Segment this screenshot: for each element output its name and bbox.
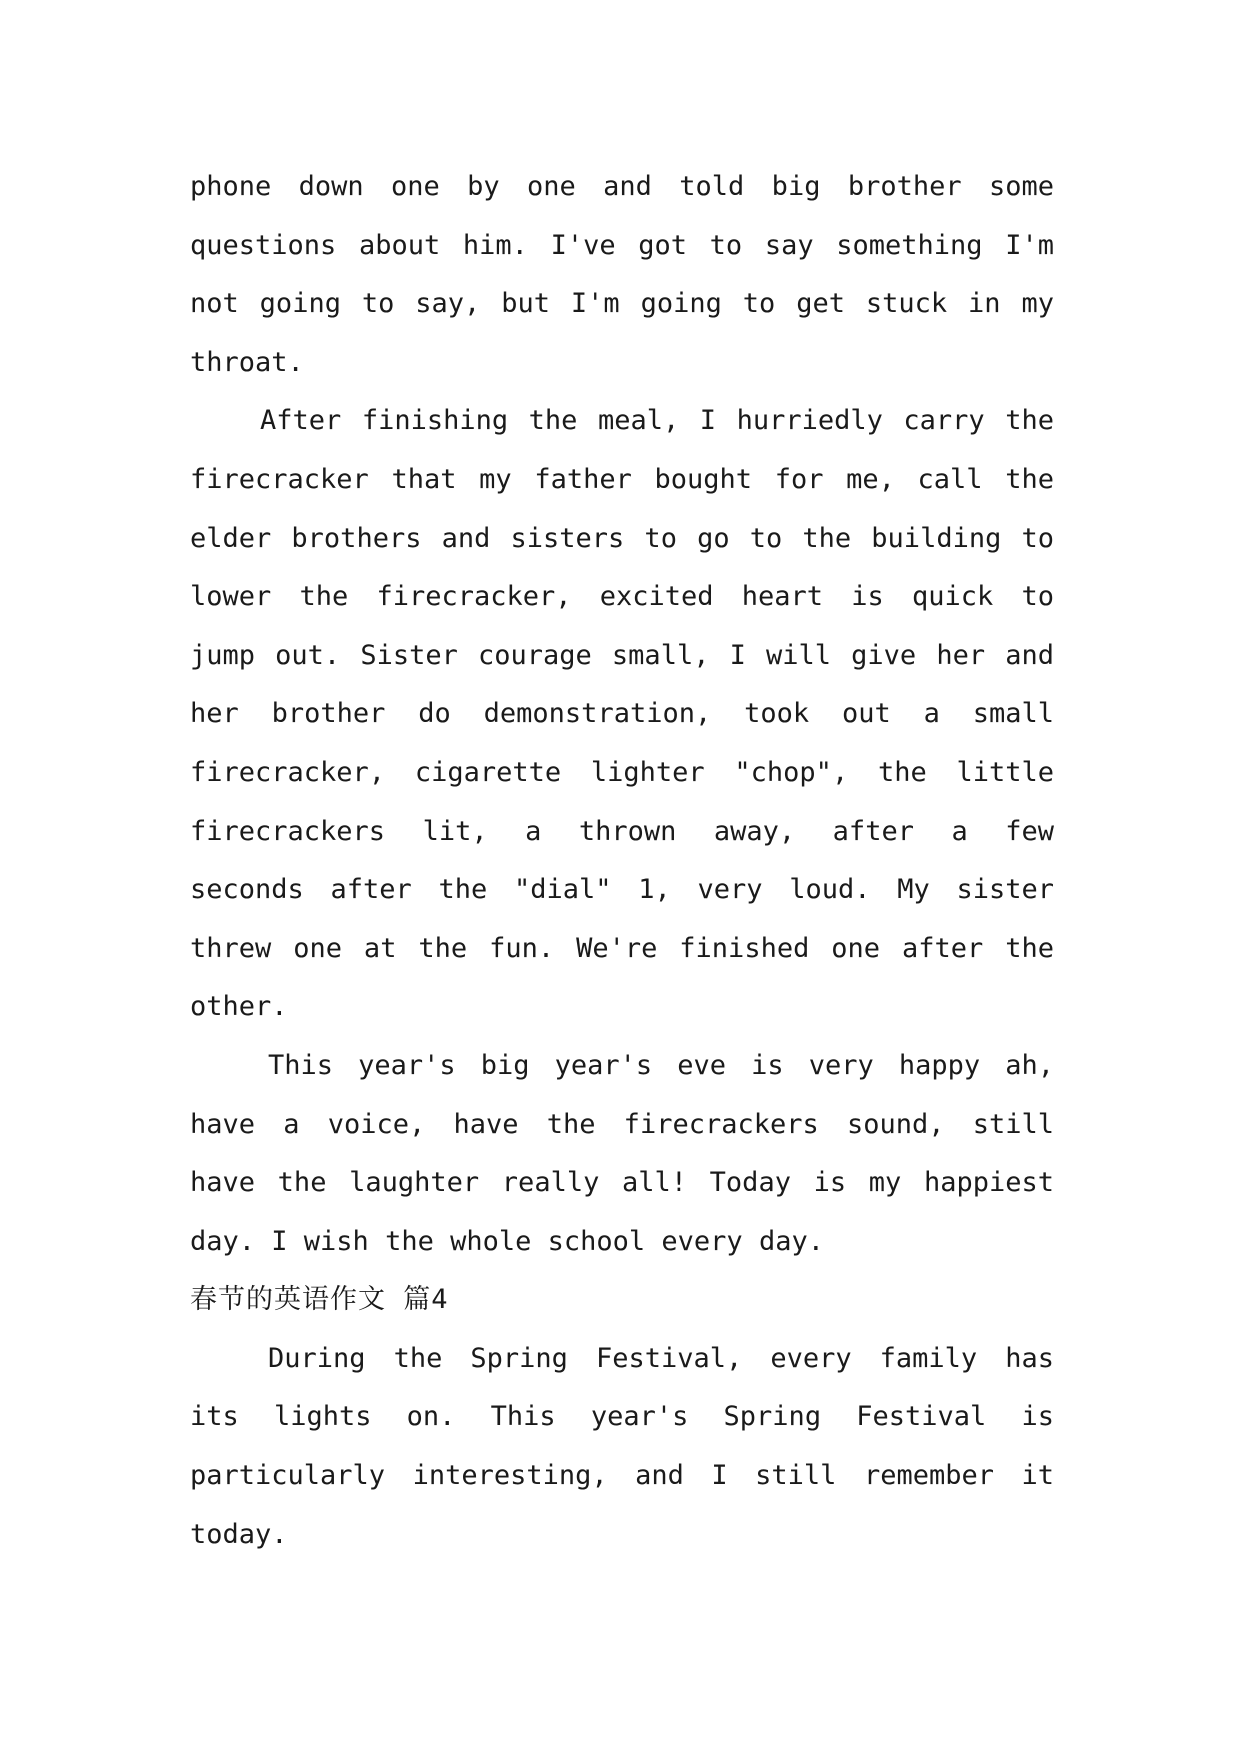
paragraph-line: This year's big year's eve is very happy ah, [268,1049,1054,1081]
paragraph-line: After finishing the meal, I hurriedly carry the [260,405,1054,437]
paragraph-line: lower the firecracker, excited heart is quick to [190,581,1054,613]
paragraph-line: day. I wish the whole school every day. [190,1225,824,1257]
paragraph-line: throat. [190,346,304,378]
paragraph-line: threw one at the fun. We're finished one after the [190,932,1054,964]
paragraph-line: have the laughter really all! Today is my happiest [190,1167,1054,1199]
paragraph-line: other. [190,991,288,1023]
paragraph-3 [190,1037,1054,1271]
section-heading: 春节的英语作文 篇4 [190,1284,449,1316]
paragraph-line: seconds after the "dial" 1, very loud. My sister [190,874,1054,906]
paragraph-line: firecracker that my father bought for me, call the [190,463,1054,495]
text-column [190,158,1054,1564]
paragraph-line: elder brothers and sisters to go to the building to [190,522,1054,554]
paragraph-line: have a voice, have the firecrackers sound, still [190,1108,1054,1140]
paragraph-line: firecrackers lit, a thrown away, after a few [190,815,1054,847]
paragraph-line: its lights on. This year's Spring Festival is [190,1401,1054,1433]
paragraph-2 [190,392,1054,1037]
paragraph-1 [190,158,1054,392]
paragraph-line: firecracker, cigarette lighter "chop", the little [190,756,1054,788]
paragraph-line: During the Spring Festival, every family has [268,1342,1054,1374]
paragraph-line: questions about him. I've got to say something I'm [190,229,1054,261]
paragraph-line: jump out. Sister courage small, I will give her and [190,639,1054,671]
paragraph-line: her brother do demonstration, took out a small [190,698,1054,730]
paragraph-line: not going to say, but I'm going to get stuck in my [190,288,1054,320]
paragraph-line: today. [190,1518,288,1550]
paragraph-line: particularly interesting, and I still remember it [190,1460,1054,1492]
paragraph-line: phone down one by one and told big brother some [190,171,1054,202]
paragraph-4 [190,1330,1054,1564]
